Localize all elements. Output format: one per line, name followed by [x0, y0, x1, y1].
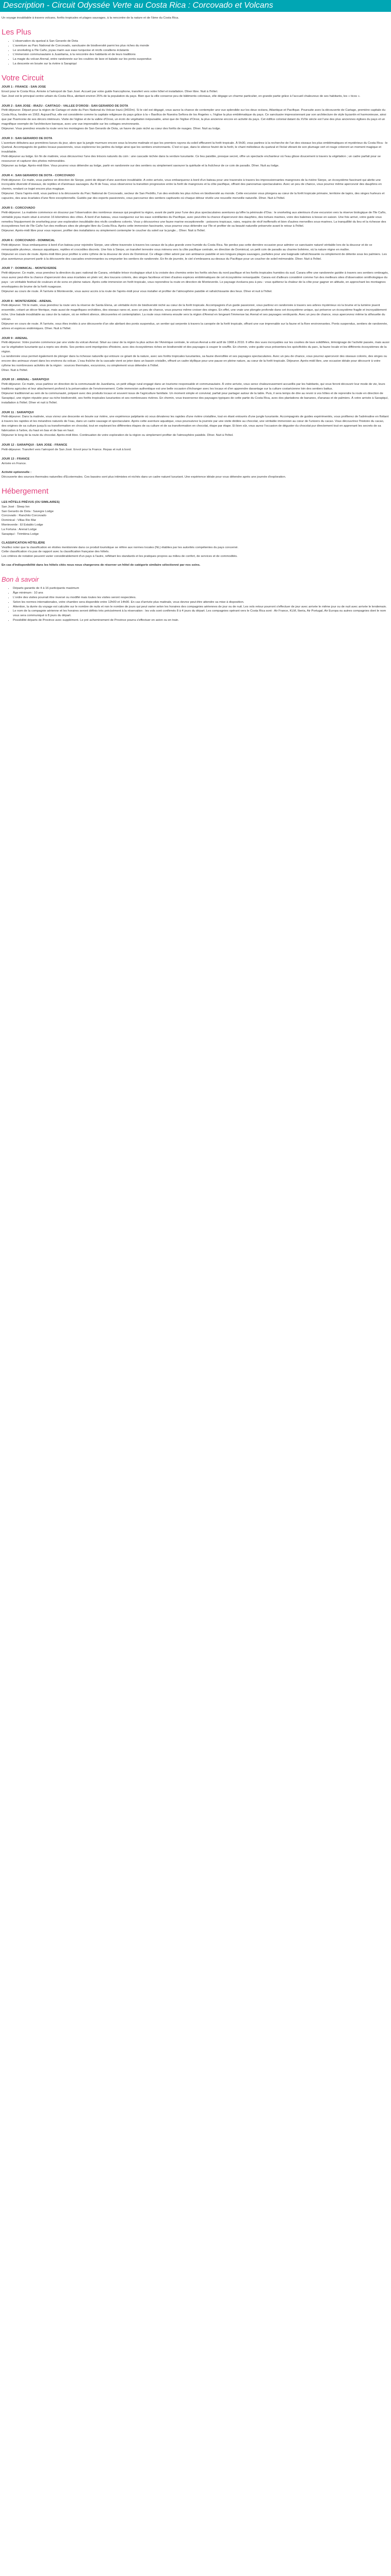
- day-title: JOUR 8 : MONTEVERDE - ARENAL: [2, 299, 52, 303]
- day-paragraph: Déjeuner au lodge. Après-midi libre. Vous pourrez vous détendre au lodge, partir en randonnée sur des sentiers ou simplement savourer la quiétude et la fraîcheur de ce coin de paradis. Dîner. Nuit au lodge.: [2, 164, 280, 167]
- highlights-list: [2, 39, 389, 66]
- good-to-know-item: • Âge minimum : 10 ans: [13, 591, 389, 596]
- good-to-know-item: • Départs garantis de 4 à 16 participants maximum: [13, 586, 389, 591]
- itinerary-days: [2, 85, 389, 466]
- day-paragraph: Déjeuner. Vous prendrez ensuite la route vers les montagnes de San Gerardo de Dota, un havre de paix niché au cœur des forêts de nuages. Dîner. Nuit au lodge.: [2, 127, 221, 130]
- good-to-know-list: [2, 586, 389, 623]
- intro-text: Un voyage inoubliable à travers volcans, forêts tropicales et plages sauvages, à la rencontre de la nature et de l'âme du Costa Rica.: [2, 16, 179, 20]
- hotel-item: Corcovado : Ranchito Corcovado: [2, 514, 46, 518]
- day-title: JOUR 4 : SAN GERARDO DE DOTA - CORCOVADO: [2, 174, 75, 177]
- classification-paragraph: Cette classification n'a pas de rapport avec la classification française des hôtels.: [2, 550, 110, 554]
- day-paragraph: La randonnée vous permet également de plonger dans la richesse naturelle qui entoure ce géant de la nature, avec ses forêts tropicales luxuriantes, sa faune diversifiée et ses paysages spectaculaires. Avec un peu de chance, vous pourrez apercevoir des oiseaux colorés, des singes ou encore des animaux vivant dans les environs du volcan. L'eau fraîche de la cascade vient se jeter dans un bassin cristallin, offrant un cadre idyllique pour une pause en pleine nature, au cœur de la forêt tropicale. Déjeuner. Après-midi libre, une occasion idéale pour découvrir à votre rythme les nombreuses activités de la région : sources thermales, excursions, ou simplement vous détendre à l'hôtel.: [2, 354, 387, 367]
- itinerary-section: [2, 74, 389, 480]
- classification-text: [2, 546, 389, 560]
- optional-activity-text: Découverte des sources thermales naturelles d'Ecotermales. Ces bassins sont plus intimistes et nichés dans un cadre naturel luxuriant. Une expérience idéale pour vous détendre après une journée d'exploration.: [2, 476, 286, 479]
- day-paragraph: Déjeuner au cours de route. À l'arrivée à Monteverde, vous aurez accès à la route de l'après-midi pour vous installer et profiter de l'atmosphère paisible et rafraîchissante des lieux. Dîner et nuit à l'hôtel.: [2, 290, 272, 293]
- day-paragraph: Dîner. Nuit à l'hôtel.: [2, 368, 28, 372]
- itinerary-day: [2, 443, 389, 452]
- highlight-item: • Le snorkeling à l'île Caño, joyau marin aux eaux turquoise et récifs coralliens éclatants: [13, 48, 389, 53]
- itinerary-day: [2, 378, 389, 405]
- day-title: JOUR 10 : ARENAL - SARAPIQUI: [2, 378, 49, 382]
- day-paragraph: Petit-déjeuner. Votre journée commence par une visite du volcan Arenal. Situé au cœur de la région la plus active de l'Amérique centrale, le volcan Arenal a été actif de 1968 à 2010. Il offre des vues incroyables sur les coulées de lave solidifiées, témoignage de l'activité passée, mais aussi sur la végétation luxuriante qui a repris ses droits. Ses pentes sont imprégnées d'histoire, avec des écosystèmes riches en biodiversité et des paysages à couper le souffle. En chemin, votre guide vous présentera les spécificités du parc, la faune locale et les différents écosystèmes de la région.: [2, 341, 389, 354]
- page-title-banner: [0, 0, 391, 12]
- day-paragraph: L'aventure débutera aux premières lueurs du jour, alors que la jungle murmure encore sous la brume matinale et que les premiers rayons du soleil effleurent la forêt tropicale. À 5h30, vous partirez à la recherche de l'un des oiseaux les plus emblématiques et mystérieux du Costa Rica : le Quetzal. Accompagnés de guides locaux passionnés, vous explorerez les jardins du lodge ainsi que les sentiers environnants. C'est ici que, dans le silence feutré de la forêt, le chant mélodieux du quetzal et l'éclat vibrant de son plumage vert et rouge créeront un moment magique et inoubliable.: [2, 141, 388, 154]
- day-paragraph: Déjeuner en cours de route. Après-midi libre pour profiter à votre rythme de la douceur de vivre de Dominical. Ce village côtier adoré par son ambiance paisible et ses longues plages sauvages, parfaites pour une baignade rafraîchissante ou simplement de détente sous les palmiers. Les plus aventureux pourront partir à la découverte des cascades environnantes ou emprunter les sentiers de randonnée. En fin de journée, le ciel s'embrasera au-dessus du Pacifique pour un coucher de soleil mémorable. Dîner. Nuit à l'hôtel.: [2, 252, 387, 261]
- itinerary-heading: Votre Circuit: [2, 74, 44, 83]
- day-title: JOUR 7 : DOMINICAL - MONTEVERDE: [2, 267, 57, 270]
- day-title: JOUR 13 : FRANCE: [2, 457, 30, 461]
- itinerary-day: [2, 457, 389, 466]
- hotel-item: Sarapiquí : Tirimbina Lodge: [2, 532, 39, 536]
- itinerary-day: [2, 206, 389, 233]
- hotel-item: San José : Sleep Inn: [2, 505, 30, 509]
- hotel-item: Monteverde : El Establo Lodge: [2, 523, 43, 527]
- day-paragraph: Petit-déjeuner. Vous embarquerez à bord d'un bateau pour rejoindre Sierpe, une ultime traversée à travers les canaux de la plus grande zone humide du Costa Rica. Ne perdez pas cette dernière occasion pour admirer ce sanctuaire naturel véritable lors de la douceur et de ce remarquable pluvieux, oiseaux aquatiques, reptiles et crocodiles discrets. Une fois à Sierpe, un transfert terrestre vous mènera vers la côte pacifique centrale, en direction de Dominical, un petit coin de paradis au charme bohème, où la nature règne en maître.: [2, 243, 372, 251]
- day-title: JOUR 9 : ARENAL: [2, 336, 28, 340]
- good-to-know-section: [2, 575, 389, 623]
- itinerary-day: [2, 85, 389, 99]
- day-paragraph: Déjeuner en cours de route. À l'arrivée, vous êtes invités à une découverte d'un site abritant des ponts suspendus, un sentier qui serpente à travers la canopée de la forêt tropicale, offrant une vue imprenable sur la faune et la flore environnantes. Ponts suspendus, sentiers de randonnée, arbres et espèces endémiques. Dîner. Nuit à l'hôtel.: [2, 322, 388, 330]
- classification-paragraph: Les critères de notation peuvent varier considérablement d'un pays à l'autre, reflétant les standards et les pratiques propres au milieu de confort, de services et de commodités.: [2, 555, 238, 558]
- itinerary-day: [2, 239, 389, 261]
- good-to-know-item: • Attention, la durée du voyage est calculée sur le nombre de nuits et non le nombre de jours qui peut varier selon les horaires des compagnies aériennes de jour ou de nuit. Les vols retour pourront s'effectuer de jour avec arrivée le même jour ou de nuit avec arrivée le lendemain.: [13, 605, 389, 609]
- hotel-item: La Fortuna : Arenal Lodge: [2, 528, 37, 532]
- highlight-item: • La magie du volcan Arenal, entre randonnée sur les coulées de lave et balade sur les ponts suspendus: [13, 57, 389, 62]
- day-paragraph: Petit-déjeuner. Transfert vers l'aéroport de San José. Envol pour la France. Repas et nuit à bord.: [2, 448, 132, 451]
- day-title: JOUR 12 : SARAPIQUI - SAN JOSE - FRANCE: [2, 443, 68, 447]
- content: [0, 16, 391, 623]
- highlight-item: • L'observation du quetzal à San Gerardo de Dota: [13, 39, 389, 44]
- hotel-item: Dominical : Villas Rio Mar: [2, 519, 36, 522]
- highlights-heading: Les Plus: [2, 27, 31, 37]
- itinerary-day: [2, 299, 389, 331]
- day-paragraph: Déjeuner traditionnel au sein de la communauté, préparé avec des produits locaux et souvent issus de l'agriculture familiale. Un moment simple et convivial, parfait pour partager autour de la table. Puis, il sera temps de dire au revoir à vos hôtes et de reprendre la route en direction de Sarapiquí, une région réputée pour sa riche biodiversité, ses forêts tropicales luxuriantes et ses nombreuses rivières. En chemin, vous traverserez des paysages typiques de cette partie du Costa Rica, avec des plantations de bananes, d'ananas et de palmiers. À votre arrivée à Sarapiquí, installation à l'hôtel. Dîner et nuit à l'hôtel.: [2, 392, 388, 404]
- highlight-item: • La descente en bouée sur la rivière à Sarapiquí: [13, 62, 389, 66]
- highlight-item: • L'immersion communautaire à Juanilama, à la rencontre des habitants et de leurs traditions: [13, 53, 389, 57]
- day-title: JOUR 3 : SAN GERARDO DE DOTA: [2, 137, 53, 140]
- page-title: Description - Circuit Odyssée Verte au Costa Rica : Corcovado et Volcans: [3, 1, 273, 10]
- day-title: JOUR 6 : CORCOVADO - DOMINICAL: [2, 239, 55, 243]
- day-paragraph: Petit-déjeuner. La matinée commence en douceur par l'observation des nombreux oiseaux qui peuplent la région, avant de partir pour l'une des plus spectaculaires aventures qu'offre la péninsule d'Osa : le snorkeling aux alentours d'une excursion vers la réserve biologique de l'île Caño, véritable joyau marin situé à environ 16 kilomètres des côtes. À bord d'un bateau, vous naviguerez sur les eaux scintillantes du Pacifique, avec peut-être la chance d'apercevoir des dauphins, des tortues marines, voire des baleines à bosse en saison. Une fois arrivé, votre guide vous remettra l'équipement de snorkeling pour une exploration inoubliable des récifs coralliens colorés. Vous y découvrirez une faune marine exceptionnelle : poissons tropicaux, raies, requins de récif inoffensifs et bien d'autres merveilles sous-marines. La tranquillité du lieu et la richesse des écosystèmes font de l'île Caño l'un des meilleurs sites de plongée libre du Costa Rica. Après cette immersion fascinante, vous pourrez vous détendre sur l'île et profiter de sa beauté naturelle préservée avant le retour à l'hôtel.: [2, 211, 386, 228]
- highlight-item: • L'aventure au Parc National de Corcovado, sanctuaire de biodiversité parmi les plus riches du monde: [13, 44, 389, 48]
- day-paragraph: Arrivée en France.: [2, 462, 27, 466]
- highlights-section: [2, 28, 389, 66]
- optional-activity-title: Activité optionnelle :: [2, 471, 31, 474]
- day-paragraph: Petit-déjeuner. Ce matin, vous partirez en direction de la communauté de Juanilama, un petit village rural engagé dans un tourisme responsable et communautaire. À votre arrivée, vous serez chaleureusement accueillis par les habitants, qui vous feront découvrir leur mode de vie, leurs traditions agricoles et leur attachement profond à la préservation de l'environnement. Cette immersion authentique est une belle occasion d'échanger avec les locaux et d'en apprendre davantage sur la culture costaricienne loin des sentiers battus.: [2, 383, 385, 391]
- day-paragraph: Petit-déjeuner. Ce matin, vous prendrez la direction du parc national de Carara, véritable trésor écologique situé à la croisée des chemins entre les forêts sèches du nord pacifique et les forêts tropicales humides du sud. Carara offre une randonnée guidée à travers ses sentiers ombragés, vous aurez peut-être la chance d'apercevoir des aras écarlates en plein vol, des toucans colorés, des singes facétieux et bien d'autres espèces emblématiques de cet écosystème remarquable. Carara est d'ailleurs considéré comme l'un des meilleurs sites d'observation ornithologique du pays : un véritable festival de couleurs et de sons en pleine nature. Après cette immersion en forêt tropicale, vous reprendrez la route en direction de Monteverde. Le paysage évoluera peu à peu : vous quitterez la chaleur de la côte pour gagner en altitude, en approchant les montagnes enveloppées de brume de la forêt nuageuse.: [2, 272, 389, 289]
- itinerary-day: [2, 104, 389, 131]
- day-title: JOUR 1 : FRANCE - SAN JOSE: [2, 86, 46, 89]
- day-title: JOUR 5 : CORCOVADO: [2, 206, 36, 210]
- day-paragraph: Petit-déjeuner au lodge. En fin de matinée, vous découvrirez l'une des trésors naturels du coin : une cascade nichée dans la verdure luxuriante. Ce lieu paisible, presque secret, offre un spectacle enchanteur où l'eau glisse doucement à travers la végétation ; un cadre parfait pour se ressourcer et capturer des photos mémorables.: [2, 155, 381, 163]
- hotel-item: San Gerardo de Dota : Savegre Lodge: [2, 510, 54, 513]
- day-paragraph: Déjeuner. Dans l'après-midi, vous partirez à la découverte du Parc National de Corcovado, secteur de San Pedrillo, l'un des endroits les plus riches en biodiversité au monde. Cette excursion vous plongera au cœur de la forêt tropicale primaire, territoire de tapirs, des singes hurleurs et capucins, des aras écarlates d'une flore exceptionnelle. Guidés par des experts passionnés, vous parcourrez des sentiers captivants où chaque détour révèle une nouvelle merveille naturelle. Dîner. Nuit à l'hôtel.: [2, 192, 385, 200]
- day-title: JOUR 11 : SARAPIQUI: [2, 411, 34, 414]
- day-paragraph: San José est le principal centre urbain du Costa Rica, abritant environ 25% de la population du pays. Bien que la ville conserve peu de bâtiments coloniaux, elle dégage un charme particulier, en grande partie grâce à l'accueil chaleureux de ses habitants, les « ticos ».: [2, 94, 361, 98]
- itinerary-day: [2, 266, 389, 294]
- classification-paragraph: Veuillez noter que la classification en étoiles mentionnée dans ce produit touristique se réfère aux normes locales (NL) établies par les autorités compétentes du pays concerné.: [2, 546, 239, 549]
- hotels-subheading: LES HÔTELS PRÉVUS (OU SIMILAIRES): [2, 500, 60, 504]
- day-title: JOUR 2 : SAN JOSE - IRAZU - CARTAGO - VALLEE D'OROSI - SAN GERARDO DE DOTA: [2, 104, 128, 108]
- day-paragraph: Petit-déjeuner. Ce matin, vous partirez en direction de Sierpe, point de départ d'une aventure inoubliable. A votre arrivée, vous embarquerez à bord d'un bateau pour une traversée à travers les impressionnantes mangroves de la rivière Sierpe, un écosystème fascinant qui abrite une incroyable diversité d'oiseaux, de reptiles et d'animaux sauvages. Au fil de l'eau, vous observerez la transition progressive entre la forêt de mangroves et la côte pacifique, offrant des panoramas spectaculaires. Avec un peu de chance, vous pourrez même apercevoir des dauphins en chemin, rendant ce trajet encore plus magique.: [2, 178, 382, 191]
- day-paragraph: Petit-déjeuner. Départ pour la région de Cartago et visite du Parc National du Volcan Irazú (3432m). Si le ciel est dégagé, vous aurez la chance de contempler une vue splendide sur les deux océans, Atlantique et Pacifique. Poursuite avec la découverte de Cartago, première capitale du Costa Rica, fondée en 1563. Aujourd'hui, elle est considérée comme la capitale religieuse du pays grâce à la « Basílica de Nuestra Señora de los Ángeles », l'église la plus emblématique du pays. Ce sanctuaire impressionnant par son architecture de style byzantin et harmonieuse, ainsi que par l'harmonie de ses décors intérieurs. Visite de l'église et de la vallée d'Orosi, un écrin de végétation inépuisable, ainsi que de l'église d'Orosi, la plus ancienne encore en activité du pays. Cet édifice colonial datant du XVIIe siècle est l'une des plus anciennes églises du pays et un magnifique exemple de l'architecture baroque, avec une vue imprenable sur les cottages environnants.: [2, 109, 386, 126]
- good-to-know-item: • Selon les normes internationales, votre chambre sera disponible entre 12h00 et 14h00. En cas d'arrivée plus matinale, vous devrez peut-être attendre sa mise à disposition.: [13, 600, 389, 605]
- accommodation-heading: Hébergement: [2, 486, 48, 496]
- itinerary-day: [2, 137, 389, 168]
- good-to-know-item: • Le nom de la compagnie aérienne et les horaires seront définis très précisément à la réservation : les vols sont confirmés 8 à 4 jours du départ. Les compagnies opérant vers le Costa Rica sont : Air France, KLM, Iberia, Air Portugal, Air Europa ou autres compagnies dont le nom vous sera communiqué à 8 jours du départ.: [13, 609, 389, 618]
- itinerary-day: [2, 174, 389, 201]
- classification-title: CLASSIFICATION HÔTELIÈRE: [2, 541, 45, 545]
- hotel-list: [2, 505, 389, 537]
- itinerary-day: [2, 411, 389, 438]
- day-paragraph: Petit-déjeuner. Tôt le matin, vous prendrez la route vers la réserve de Santa Elena, un véritable écrin de biodiversité niché au cœur de la forêt tropicale. Accompagnés d'un guide passionné, vous partirez en randonnée à travers ses arbres mystérieux où la brume et la lumière jouent ensemble, créant un décor féerique, mais aussi de magnifiques orchidées, des oiseaux rares et, avec un peu de chance, vous pourrez même croiser des singes. En effet, une vraie une plongée profonde dans cet écosystème unique, qui préserve un écosystème fragile et incroyablement riche. Une balade inoubliable au cœur de la nature, où se mêlent silence, découvertes et contemplation. La route vous mènera ensuite vers la région d'Arenal en longeant l'immense lac Arenal et ses paysages verdoyants. Avec un peu de chance, vous apercevrez même la silhouette du volcan.: [2, 304, 387, 321]
- good-to-know-item: • L'ordre des visites pourrait être inversé ou modifié mais toutes les visites seront respectées.: [13, 596, 389, 600]
- good-to-know-item: • Possibilité départs de Province avec supplément. Le pré acheminement de Province pourra s'effectuer en avion ou en train.: [13, 618, 389, 623]
- itinerary-day: [2, 336, 389, 373]
- day-paragraph: Déjeuner. Après-midi libre pour vous reposer, profiter des installations ou simplement contempler le coucher du soleil sur la jungle... Dîner. Nuit à l'hôtel.: [2, 229, 206, 233]
- day-paragraph: Déjeuner le long de la route du chocolat. Après-midi libre. Continuation de votre exploration de la région ou simplement profiter de l'atmosphère paisible. Dîner. Nuit à l'hôtel.: [2, 433, 234, 437]
- good-to-know-heading: Bon à savoir: [2, 575, 39, 584]
- classification-highlight: En cas d'indisponibilité dans les hôtels cités nous nous chargerons de réserver un hôtel de catégorie similaire sélectionné par nos soins.: [2, 564, 201, 567]
- day-paragraph: Petit-déjeuner. Dans la matinée, vous vivrez une descente en bouée sur rivière, une expérience palpitante où vous dévalerez les rapides d'une rivière cristalline, tout en étant entourés d'une jungle luxuriante. Accompagnés de guides expérimentés, vous profiterez de l'adrénaline en flottant à travers les rapides et les méandres naturels de l'eau, dans un cadre sauvage et spectaculaire. Après cette aventure aquatique, vous poursuivrez la journée par une visite dédiée au chocolat, une véritable immersion au cœur de l'univers du cacao. Vous découvrirez l'histoire du cacao, des origines de sa culture jusqu'à sa transformation en chocolat, tout en explorant les différentes étapes de sa culture et de sa transformation en chocolat, étape par étape. Et bien sûr, vous aurez l'occasion de déguster du chocolat pur directement tout en apprenant les secrets de sa fabrication à l'arbre, du haut en bas et de bas en haut.: [2, 415, 389, 433]
- accommodation-section: [2, 487, 389, 568]
- day-paragraph: Envol pour le Costa Rica. Arrivée à l'aéroport de San José. Accueil par votre guide francophone, transfert vers votre hôtel et installation. Dîner libre. Nuit à l'hôtel.: [2, 90, 218, 93]
